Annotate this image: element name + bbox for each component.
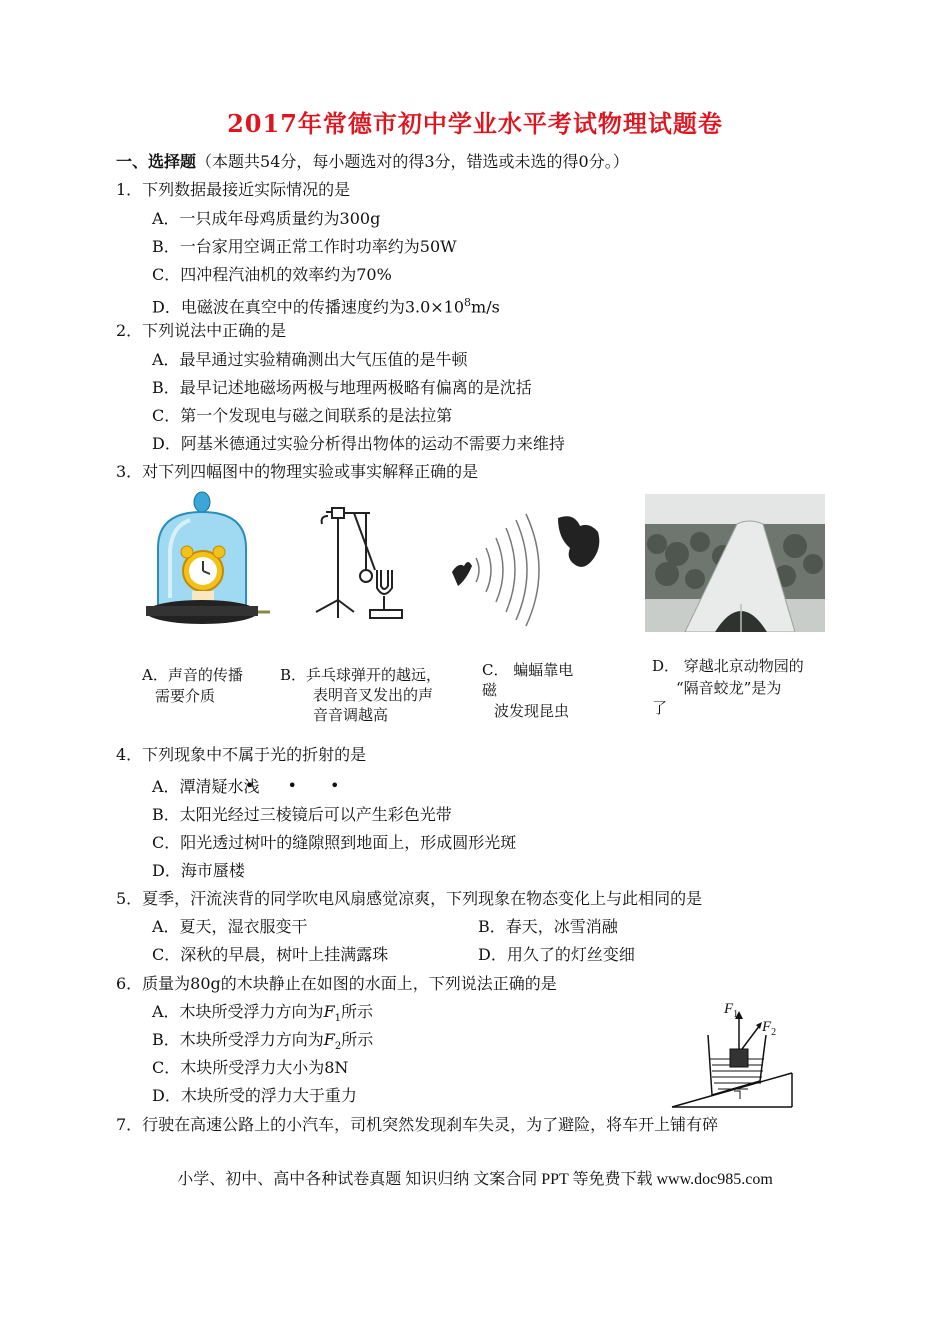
page-title: 2017年常德市初中学业水平考试物理试题卷 xyxy=(227,109,723,138)
question-1-option-d-exponent: 8 xyxy=(464,296,472,309)
question-6-option-a xyxy=(152,1002,373,1029)
question-5-option-c: C．深秋的早晨，树叶上挂满露珠 xyxy=(152,945,389,964)
force-subscript: 2 xyxy=(334,1041,342,1053)
caption-b-line-3: 音音调越高 xyxy=(313,706,389,724)
question-5-option-a: A．夏天，湿衣服变干 xyxy=(152,917,308,936)
section-heading-line xyxy=(116,152,629,172)
question-4-option-c: C．阳光透过树叶的缝隙照到地面上，形成圆形光斑 xyxy=(152,833,517,852)
emphasis-dots: • • • xyxy=(245,776,354,795)
question-6-stem: 6．质量为80g的木块静止在如图的水面上，下列说法正确的是 xyxy=(116,974,557,993)
force-label-f1 xyxy=(723,1001,738,1020)
section-heading: 一、选择题 xyxy=(116,152,197,171)
question-6-option-c: C．木块所受浮力大小为8N xyxy=(152,1058,349,1077)
question-1-option-b: B．一台家用空调正常工作时功率约为50W xyxy=(152,237,457,256)
caption-d-line-1: D． 穿越北京动物园的 xyxy=(652,657,804,675)
bell-jar-figure xyxy=(140,488,275,633)
caption-a-line-2: 需要介质 xyxy=(155,687,216,705)
question-4-option-d: D．海市蜃楼 xyxy=(152,861,245,880)
question-6-option-b-end: 所示 xyxy=(341,1030,374,1049)
question-1-option-d-unit: m/s xyxy=(471,297,500,317)
question-6-option-d: D．木块所受的浮力大于重力 xyxy=(152,1086,357,1105)
force-subscript: 1 xyxy=(334,1013,342,1025)
force-label-f2 xyxy=(761,1019,776,1038)
caption-d-line-2: “隔音蛟龙”是为 xyxy=(676,679,782,697)
question-6-option-a-text: A．木块所受浮力方向为 xyxy=(152,1002,324,1021)
question-6-option-a-end: 所示 xyxy=(341,1002,374,1021)
caption-a-line-1: A．声音的传播 xyxy=(142,666,243,684)
section-note: （本题共54分，每小题选对的得3分，错选或未选的得0分。） xyxy=(196,152,629,171)
caption-c-line-3: 波发现昆虫 xyxy=(494,702,570,720)
noise-barrier-photo xyxy=(645,494,825,632)
bat-echolocation-figure xyxy=(448,508,610,628)
question-1-option-d-prefix: D．电磁波在真空中的传播速度约为3.0×10 xyxy=(152,297,465,317)
question-7-stem: 7．行驶在高速公路上的小汽车，司机突然发现刹车失灵，为了避险，将车开上铺有碎 xyxy=(116,1115,719,1134)
force-label-f1-sub: 1 xyxy=(733,1009,739,1020)
question-2-option-b: B．最早记述地磁场两极与地理两极略有偏离的是沈括 xyxy=(152,378,532,397)
question-4-stem: 4．下列现象中不属于光的折射的是 xyxy=(116,745,367,764)
caption-b-line-1: B．乒乓球弹开的越远， xyxy=(280,666,442,684)
question-1-option-a: A．一只成年母鸡质量约为300g xyxy=(152,209,381,228)
question-2-option-a: A．最早通过实验精确测出大气压值的是牛顿 xyxy=(152,350,468,369)
question-4-option-a: A．潭清疑水浅 xyxy=(152,777,260,796)
force-label-f1-letter: F xyxy=(724,1001,734,1017)
question-6-option-b-text: B．木块所受浮力方向为 xyxy=(152,1030,324,1049)
force-label-f2-letter: F xyxy=(762,1019,772,1035)
question-2-stem: 2．下列说法中正确的是 xyxy=(116,321,287,340)
incline-beaker-figure xyxy=(668,995,798,1115)
question-2-option-c: C．第一个发现电与磁之间联系的是法拉第 xyxy=(152,406,453,425)
caption-c-line-1: C． 蝙蝠靠电 xyxy=(482,661,574,679)
question-1-stem: 1．下列数据最接近实际情况的是 xyxy=(116,180,351,199)
question-5-option-d: D．用久了的灯丝变细 xyxy=(478,945,635,964)
question-1-option-c: C．四冲程汽油机的效率约为70% xyxy=(152,265,392,284)
footer-download-note: 小学、初中、高中各种试卷真题 知识归纳 文案合同 PPT 等免费下载 www.doc985.com xyxy=(177,1171,773,1188)
question-6-option-b xyxy=(152,1030,373,1057)
question-5-option-b: B．春天，冰雪消融 xyxy=(478,917,618,936)
question-1-option-d xyxy=(152,293,500,317)
force-symbol: F xyxy=(323,1030,335,1049)
caption-d-line-3: 了 xyxy=(652,699,668,717)
force-symbol: F xyxy=(323,1002,335,1021)
force-label-f2-sub: 2 xyxy=(771,1027,777,1038)
question-5-stem: 5．夏季，汗流浃背的同学吹电风扇感觉凉爽，下列现象在物态变化上与此相同的是 xyxy=(116,889,703,908)
caption-b-line-2: 表明音叉发出的声 xyxy=(313,686,434,704)
question-4-option-b: B．太阳光经过三棱镜后可以产生彩色光带 xyxy=(152,805,452,824)
question-3-stem: 3．对下列四幅图中的物理实验或事实解释正确的是 xyxy=(116,462,479,481)
caption-c-line-2: 磁 xyxy=(482,681,498,699)
tuning-fork-figure xyxy=(302,500,417,630)
question-2-option-d: D．阿基米德通过实验分析得出物体的运动不需要力来维持 xyxy=(152,434,565,453)
